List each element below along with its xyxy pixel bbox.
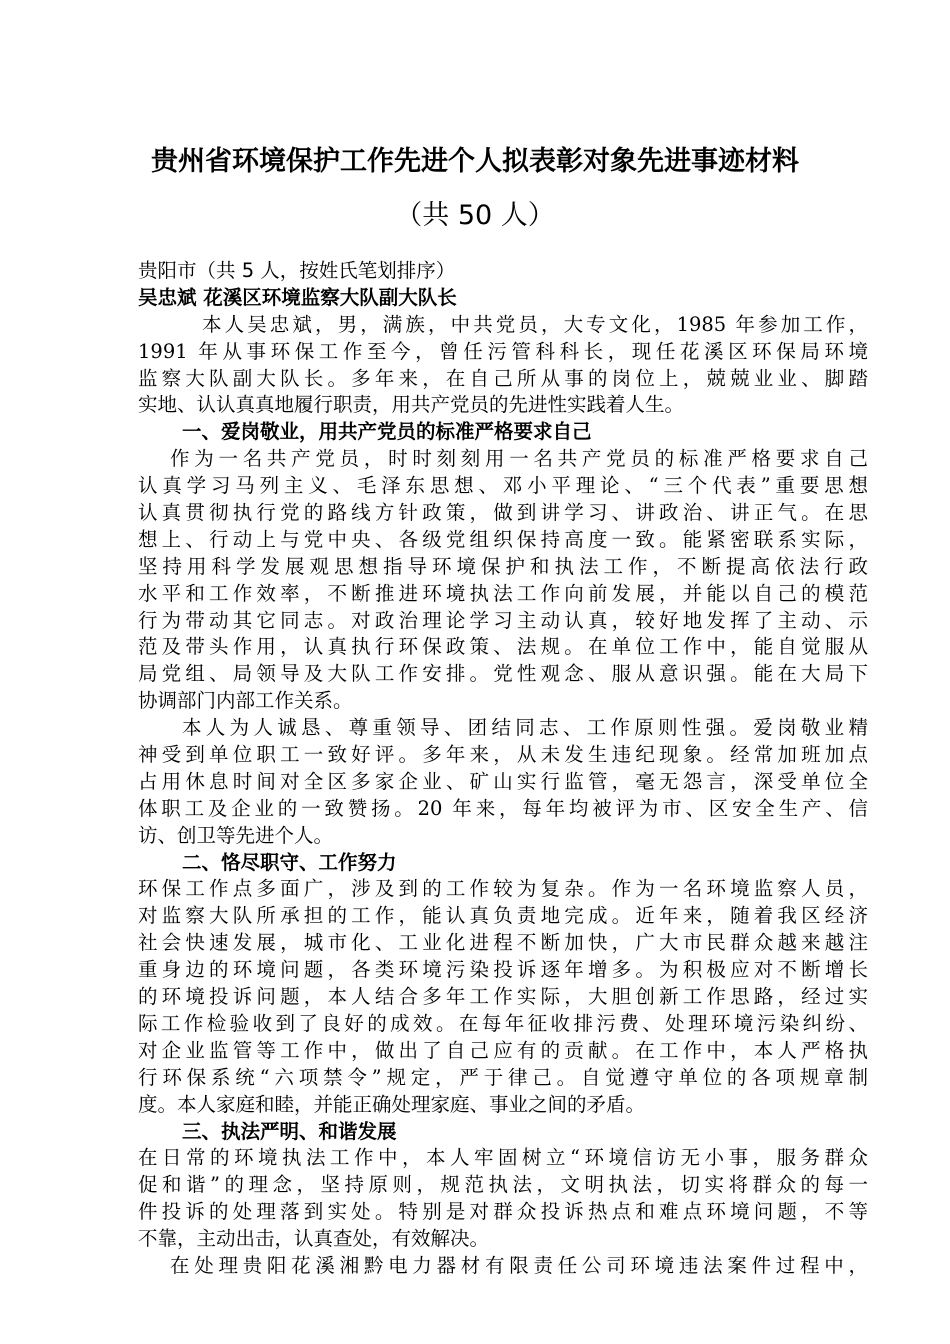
document-subtitle: （共 50 人） bbox=[395, 200, 555, 231]
text-line: 对监察大队所承担的工作，能认真负责地完成。近年来，随着我区经济 bbox=[138, 904, 868, 928]
text-line: 认真学习马列主义、毛泽东思想、邓小平理论、“三个代表”重要思想 bbox=[138, 474, 868, 498]
text-line: 贵阳市（共 5 人，按姓氏笔划排序） bbox=[138, 259, 456, 282]
text-line: 在处理贵阳花溪湘黔电力器材有限责任公司环境违法案件过程中， bbox=[170, 1253, 868, 1277]
text-line: 际工作检验收到了良好的成效。在每年征收排污费、处理环境污染纠纷、 bbox=[138, 1011, 868, 1035]
text-line: 协调部门内部工作关系。 bbox=[138, 689, 353, 713]
text-line: 作为一名共产党员，时时刻刻用一名共产党员的标准严格要求自己 bbox=[170, 447, 868, 471]
text-line: 对企业监管等工作中，做出了自己应有的贡献。在工作中，本人严格执 bbox=[138, 1038, 868, 1062]
text-line: 促和谐”的理念，坚持原则，规范执法，文明执法，切实将群众的每一 bbox=[138, 1173, 868, 1197]
text-line: 范及带头作用，认真执行环保政策、法规。在单位工作中，能自觉服从 bbox=[138, 635, 868, 659]
text-line: 环保工作点多面广，涉及到的工作较为复杂。作为一名环境监察人员， bbox=[138, 877, 868, 901]
text-line: 认真贯彻执行党的路线方针政策，做到讲学习、讲政治、讲正气。在思 bbox=[138, 501, 868, 525]
text-line: 行为带动其它同志。对政治理论学习主动认真，较好地发挥了主动、示 bbox=[138, 608, 868, 632]
section-heading: 二、恪尽职守、工作努力 bbox=[182, 850, 397, 874]
text-line: 本人吴忠斌，男，满族，中共党员，大专文化，1985 年参加工作， bbox=[202, 312, 868, 336]
text-line: 体职工及企业的一致赞扬。20 年来，每年均被评为市、区安全生产、信 bbox=[138, 796, 868, 820]
text-line: 本人为人诚恳、尊重领导、团结同志、工作原则性强。爱岗敬业精 bbox=[182, 716, 868, 740]
text-line: 不靠，主动出击，认真查处，有效解决。 bbox=[138, 1227, 490, 1251]
section-heading: 三、执法严明、和谐发展 bbox=[182, 1119, 397, 1143]
text-line: 局党组、局领导及大队工作安排。党性观念、服从意识强。能在大局下 bbox=[138, 662, 868, 686]
text-line: 神受到单位职工一致好评。多年来，从未发生违纪现象。经常加班加点 bbox=[138, 743, 868, 767]
document-title: 贵州省环境保护工作先进个人拟表彰对象先进事迹材料 bbox=[151, 146, 799, 177]
text-line: 访、创卫等先进个人。 bbox=[138, 823, 334, 847]
text-line: 行环保系统“六项禁令”规定，严于律己。自觉遵守单位的各项规章制 bbox=[138, 1065, 868, 1089]
text-line: 1991 年从事环保工作至今，曾任污管科科长，现任花溪区环保局环境 bbox=[138, 339, 868, 363]
text-line: 度。本人家庭和睦，并能正确处理家庭、事业之间的矛盾。 bbox=[138, 1092, 646, 1116]
text-line: 社会快速发展，城市化、工业化进程不断加快，广大市民群众越来越注 bbox=[138, 931, 868, 955]
text-line: 水平和工作效率，不断推进环境执法工作向前发展，并能以自己的模范 bbox=[138, 581, 868, 605]
text-line: 想上、行动上与党中央、各级党组织保持高度一致。能紧密联系实际， bbox=[138, 527, 868, 551]
document-body bbox=[138, 258, 868, 1280]
section-heading: 一、爱岗敬业，用共产党员的标准严格要求自己 bbox=[182, 420, 592, 444]
text-line: 实地、认认真真地履行职责，用共产党员的先进性实践着人生。 bbox=[138, 393, 685, 417]
text-line: 件投诉的处理落到实处。特别是对群众投诉热点和难点环境问题，不等 bbox=[138, 1200, 868, 1224]
text-line: 在日常的环境执法工作中，本人牢固树立“环境信访无小事，服务群众 bbox=[138, 1146, 868, 1170]
text-line: 重身边的环境问题，各类环境污染投诉逐年增多。为积极应对不断增长 bbox=[138, 958, 868, 982]
text-line: 占用休息时间对全区多家企业、矿山实行监管，毫无怨言，深受单位全 bbox=[138, 769, 868, 793]
text-line: 吴忠斌 花溪区环境监察大队副大队长 bbox=[138, 285, 457, 309]
text-line: 坚持用科学发展观思想指导环境保护和执法工作，不断提高依法行政 bbox=[138, 554, 868, 578]
text-line: 监察大队副大队长。多年来，在自己所从事的岗位上，兢兢业业、脚踏 bbox=[138, 366, 868, 390]
text-line: 的环境投诉问题，本人结合多年工作实际，大胆创新工作思路，经过实 bbox=[138, 985, 868, 1009]
